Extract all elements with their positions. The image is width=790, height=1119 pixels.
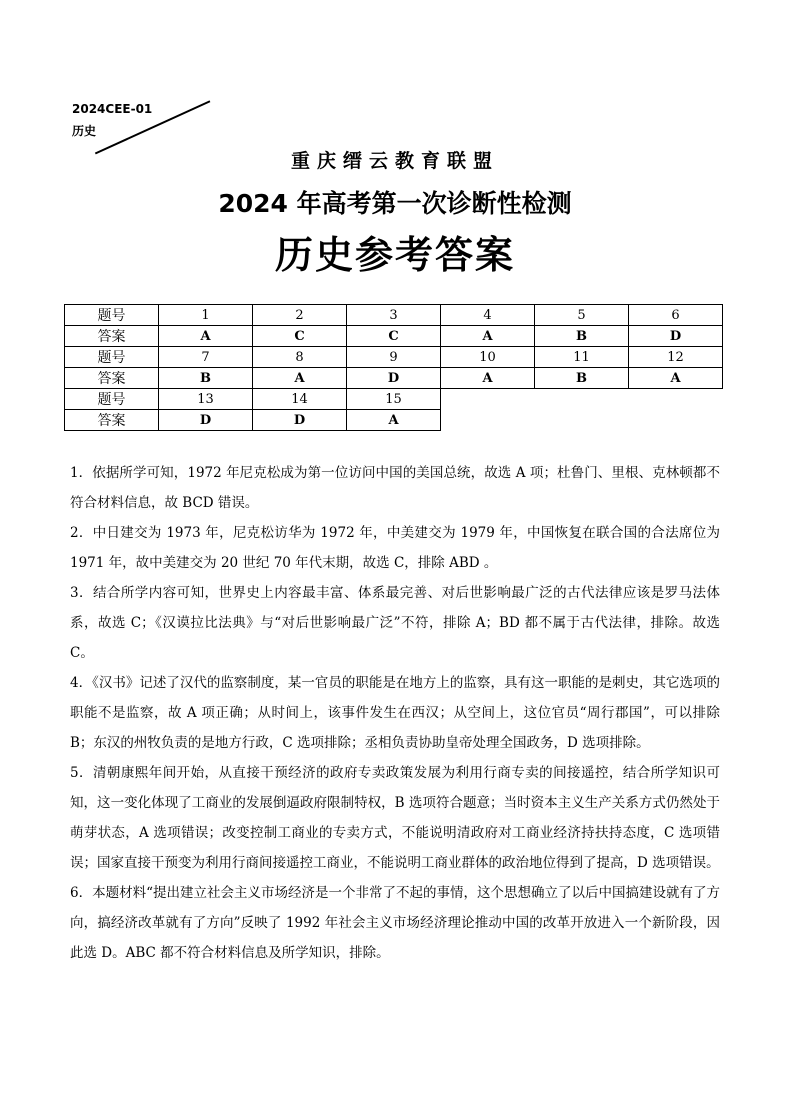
answer-cell: C xyxy=(347,326,441,347)
answer-cell: A xyxy=(253,368,347,389)
question-number: 14 xyxy=(253,389,347,410)
answer-row xyxy=(65,410,723,431)
answer-cell: C xyxy=(253,326,347,347)
question-number: 7 xyxy=(159,347,253,368)
row-label-answer: 答案 xyxy=(65,326,159,347)
question-number: 6 xyxy=(629,305,723,326)
question-row xyxy=(65,305,723,326)
answer-cell: D xyxy=(347,368,441,389)
question-row xyxy=(65,389,723,410)
question-number: 15 xyxy=(347,389,441,410)
answer-cell: A xyxy=(629,368,723,389)
row-label-question: 题号 xyxy=(65,305,159,326)
exam-title: 2024 年高考第一次诊断性检测 xyxy=(218,189,572,218)
question-number: 13 xyxy=(159,389,253,410)
answer-row xyxy=(65,368,723,389)
row-label-answer: 答案 xyxy=(65,410,159,431)
question-number: 10 xyxy=(441,347,535,368)
answer-cell: D xyxy=(629,326,723,347)
question-number: 9 xyxy=(347,347,441,368)
empty-cell xyxy=(535,410,629,431)
explanations-section xyxy=(70,458,720,968)
explanation-paragraph: 4．《汉书》记述了汉代的监察制度，某一官员的职能是在地方上的监察，具有这一职能的是刺史，其它选项的职能不是监察，故 A 项正确；从时间上，该事件发生在西汉；从空间上，这位官员“周行郡国”，可以排除 B；东汉的州牧负责的是地方行政，C 选项排除；丞相负责协助皇帝处理全国政务，D 选项排除。 xyxy=(70,675,720,751)
question-row xyxy=(65,347,723,368)
answer-cell: A xyxy=(441,326,535,347)
answer-cell: B xyxy=(535,326,629,347)
question-number: 5 xyxy=(535,305,629,326)
page-title: 历史参考答案 xyxy=(274,233,515,277)
question-number: 12 xyxy=(629,347,723,368)
empty-cell xyxy=(629,410,723,431)
document-code xyxy=(72,98,152,142)
row-label-question: 题号 xyxy=(65,389,159,410)
question-number: 11 xyxy=(535,347,629,368)
answer-cell: B xyxy=(159,368,253,389)
answer-row xyxy=(65,326,723,347)
answer-cell: D xyxy=(159,410,253,431)
question-number: 8 xyxy=(253,347,347,368)
empty-cell xyxy=(441,410,535,431)
doc-code-text: 2024CEE-01 xyxy=(72,102,153,116)
answer-table xyxy=(64,304,723,431)
answer-cell: B xyxy=(535,368,629,389)
explanation-paragraph: 5．清朝康熙年间开始，从直接干预经济的政府专卖政策发展为利用行商专卖的间接遥控，结合所学知识可知，这一变化体现了工商业的发展倒逼政府限制特权，B 选项符合题意；当时资本主义生产关系方式仍然处于萌芽状态，A 选项错误；改变控制工商业的专卖方式，不能说明清政府对工商业经济持扶持态度，C 选项错误；国家直接干预变为利用行商间接遥控工商业，不能说明工商业群体的政治地位得到了提高，D 选项错误。 xyxy=(70,765,720,871)
row-label-answer: 答案 xyxy=(65,368,159,389)
question-number: 4 xyxy=(441,305,535,326)
explanation-paragraph: 2．中日建交为 1973 年，尼克松访华为 1972 年，中美建交为 1979 年，中国恢复在联合国的合法席位为 1971 年，故中美建交为 20 世纪 70 年代末期，故选 C，排除 ABD 。 xyxy=(70,525,720,571)
answer-cell: A xyxy=(159,326,253,347)
answer-cell: D xyxy=(253,410,347,431)
explanation-paragraph: 1．依据所学可知，1972 年尼克松成为第一位访问中国的美国总统，故选 A 项；杜鲁门、里根、克林顿都不符合材料信息，故 BCD 错误。 xyxy=(70,465,720,511)
organization-name: 重庆缙云教育联盟 xyxy=(290,150,499,172)
empty-cell xyxy=(441,389,535,410)
explanation-paragraph: 3．结合所学内容可知，世界史上内容最丰富、体系最完善、对后世影响最广泛的古代法律应该是罗马法体系，故选 C；《汉谟拉比法典》与“对后世影响最广泛”不符，排除 A；BD 都不属于古代法律，排除。故选 C。 xyxy=(70,585,720,661)
question-number: 3 xyxy=(347,305,441,326)
explanation-paragraph: 6．本题材料“提出建立社会主义市场经济是一个非常了不起的事情，这个思想确立了以后中国搞建设就有了方向，搞经济改革就有了方向”反映了 1992 年社会主义市场经济理论推动中国的改革开放进入一个新阶段，因此选 D。ABC 都不符合材料信息及所学知识，排除。 xyxy=(70,885,720,961)
row-label-question: 题号 xyxy=(65,347,159,368)
empty-cell xyxy=(535,389,629,410)
doc-subject-text: 历史 xyxy=(72,124,97,138)
question-number: 2 xyxy=(253,305,347,326)
empty-cell xyxy=(629,389,723,410)
question-number: 1 xyxy=(159,305,253,326)
answer-cell: A xyxy=(441,368,535,389)
answer-cell: A xyxy=(347,410,441,431)
